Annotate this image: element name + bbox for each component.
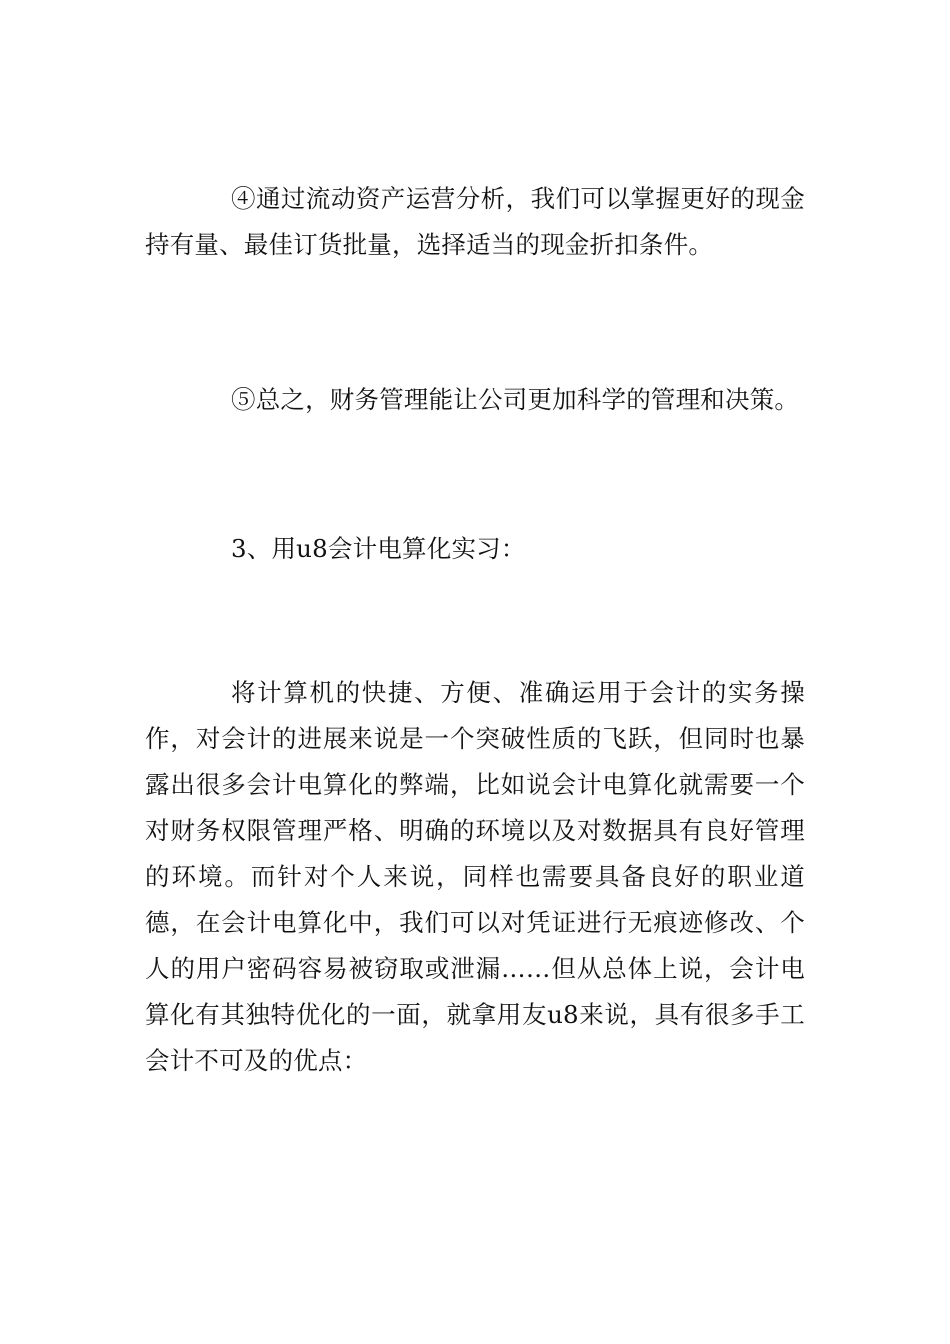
paragraph-computerized-accounting: 将计算机的快捷、方便、准确运用于会计的实务操作，对会计的进展来说是一个突破性质的飞跃，但同时也暴露出很多会计电算化的弊端，比如说会计电算化就需要一个对财务权限管理严格、明确的环境以及对数据具有良好管理的环境。而针对个人来说，同样也需要具备良好的职业道德，在会计电算化中，我们可以对凭证进行无痕迹修改、个人的用户密码容易被窃取或泄漏……但从总体上说，会计电算化有其独特优化的一面，就拿用友u8来说，具有很多手工会计不可及的优点：	[145, 678, 805, 1075]
section-heading-u8-practice: 3、用u8会计电算化实习：	[231, 534, 526, 563]
paragraph-current-assets-analysis: ④通过流动资产运营分析，我们可以掌握更好的现金持有量、最佳订货批量，选择适当的现金折扣条件。	[145, 184, 805, 259]
paragraph-summary: ⑤总之，财务管理能让公司更加科学的管理和决策。	[231, 385, 800, 414]
